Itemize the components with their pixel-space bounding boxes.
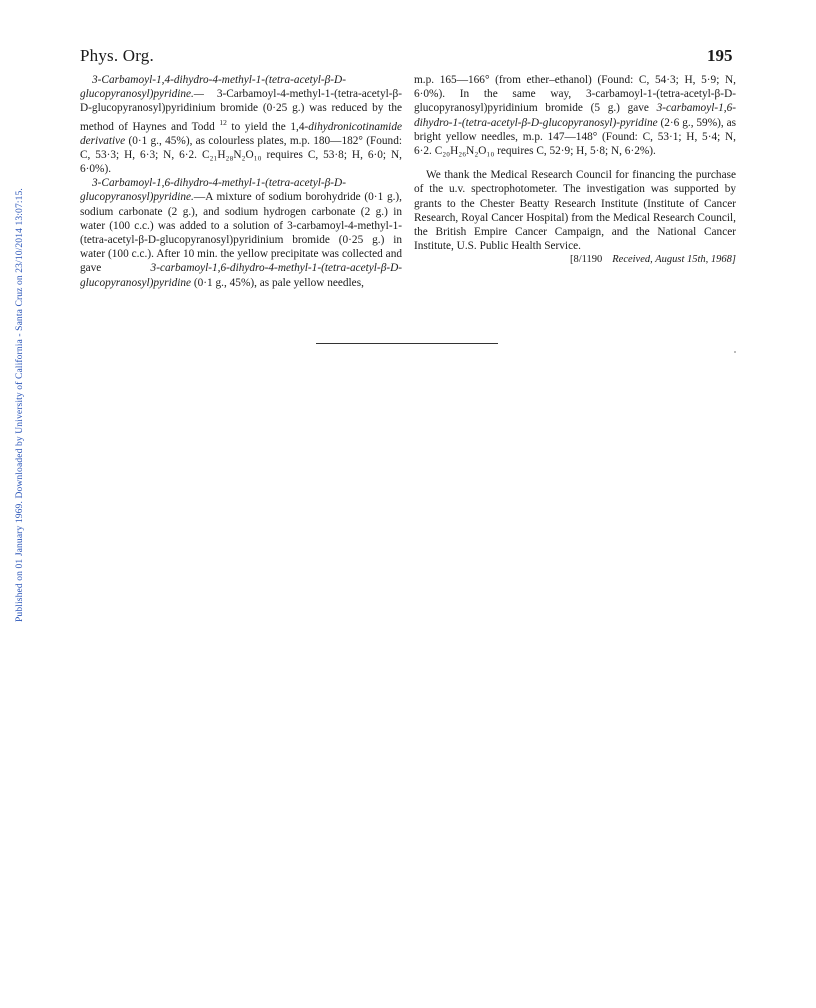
reference-marker: 12: [219, 117, 227, 127]
left-column: [80, 73, 402, 290]
end-rule: [316, 343, 498, 344]
received-date: Received, August 15th, 1968]: [612, 254, 736, 266]
manuscript-code: [8/1190: [569, 254, 603, 266]
acknowledgements: We thank the Medical Research Council for financing the purchase of the u.v. spectrophotometer. The investigation was supported by grants to the Chester Beatty Research Institute (Institute of Cancer Research, Royal Cancer Hospital) from the Medical Research Council, the British Empire Cancer Campaign, and the National Cancer Institute, U.S. Public Health Service.: [414, 169, 736, 253]
scan-speck: [734, 351, 736, 353]
received-line: [414, 253, 736, 267]
body-text: m.p. 165—166° (from ether–ethanol) (Found: C, 54·3; H, 5·9; N, 6·0%). In the same way, 3-carbamoyl-1-(tetra-acetyl-β-D-glucopyranosyl)pyridinium bromide (5 g.) gave: [414, 74, 736, 115]
body-text: (0·1 g., 45%), as pale yellow needles,: [191, 276, 364, 289]
download-watermark: [0, 0, 25, 1008]
watermark-text: Published on 01 January 1969. Downloaded by University of California - Santa Cruz on 23/10/2014 13:07:15.: [14, 188, 25, 622]
compound-heading: 3-Carbamoyl-1,4-dihydro-4-methyl-1-(tetra-acetyl-β-D-glucopyranosyl)pyridine.—: [80, 74, 346, 101]
body-text: to yield the 1,4-: [226, 120, 309, 133]
italic-term: 3-carbamoyl-1,6-dihydro-4-methyl-1-(tetra-acetyl-β-D-glucopyranosyl)pyridine: [80, 262, 402, 289]
body-text: 3-Carbamoyl-4-methyl-1-(tetra-acetyl-β-D-glucopyranosyl)pyridinium bromide (0·25 g.) was reduced by the method of Haynes and Todd: [80, 88, 402, 133]
journal-title: Phys. Org.: [80, 46, 154, 65]
body-text: (0·1 g., 45%), as colourless plates, m.p. 180—182° (Found: C, 53·3; H, 6·3; N, 6·2. C₂₁H₂₈N₂O₁₀ requires C, 53·8; H, 6·0; N, 6·0%).: [80, 134, 402, 175]
paragraph-continued: [414, 73, 736, 158]
body-text: (2·6 g., 59%), as bright yellow needles, m.p. 147—148° (Found: C, 53·1; H, 5·4; N, 6·2. C₂₀H₂₆N₂O₁₀ requires C, 52·9; H, 5·8; N, 6·2%).: [414, 116, 736, 158]
compound-heading: 3-Carbamoyl-1,6-dihydro-4-methyl-1-(tetra-acetyl-β-D-glucopyranosyl)pyridine.: [80, 177, 346, 204]
paragraph-1,6-dihydro: [80, 176, 402, 290]
right-column: [414, 73, 736, 268]
page-number: 195: [707, 46, 733, 65]
paragraph-1,4-dihydro: [80, 73, 402, 176]
italic-term: 3-carbamoyl-1,6-dihydro-1-(tetra-acetyl-β-D-glucopyranosyl)-pyridine: [414, 102, 736, 129]
italic-term: dihydronicotinamide derivative: [80, 120, 402, 147]
body-text: —A mixture of sodium borohydride (0·1 g.), sodium carbonate (2 g.), and sodium hydrogen carbonate (2 g.) in water (100 c.c.) was added to a solution of 3-carbamoyl-4-methyl-1-(tetra-acetyl-β-D-glucopyranosyl)pyridinium bromide (0·25 g.) in water (100 c.c.). After 10 min. the yellow precipitate was collected and gave: [80, 191, 402, 275]
